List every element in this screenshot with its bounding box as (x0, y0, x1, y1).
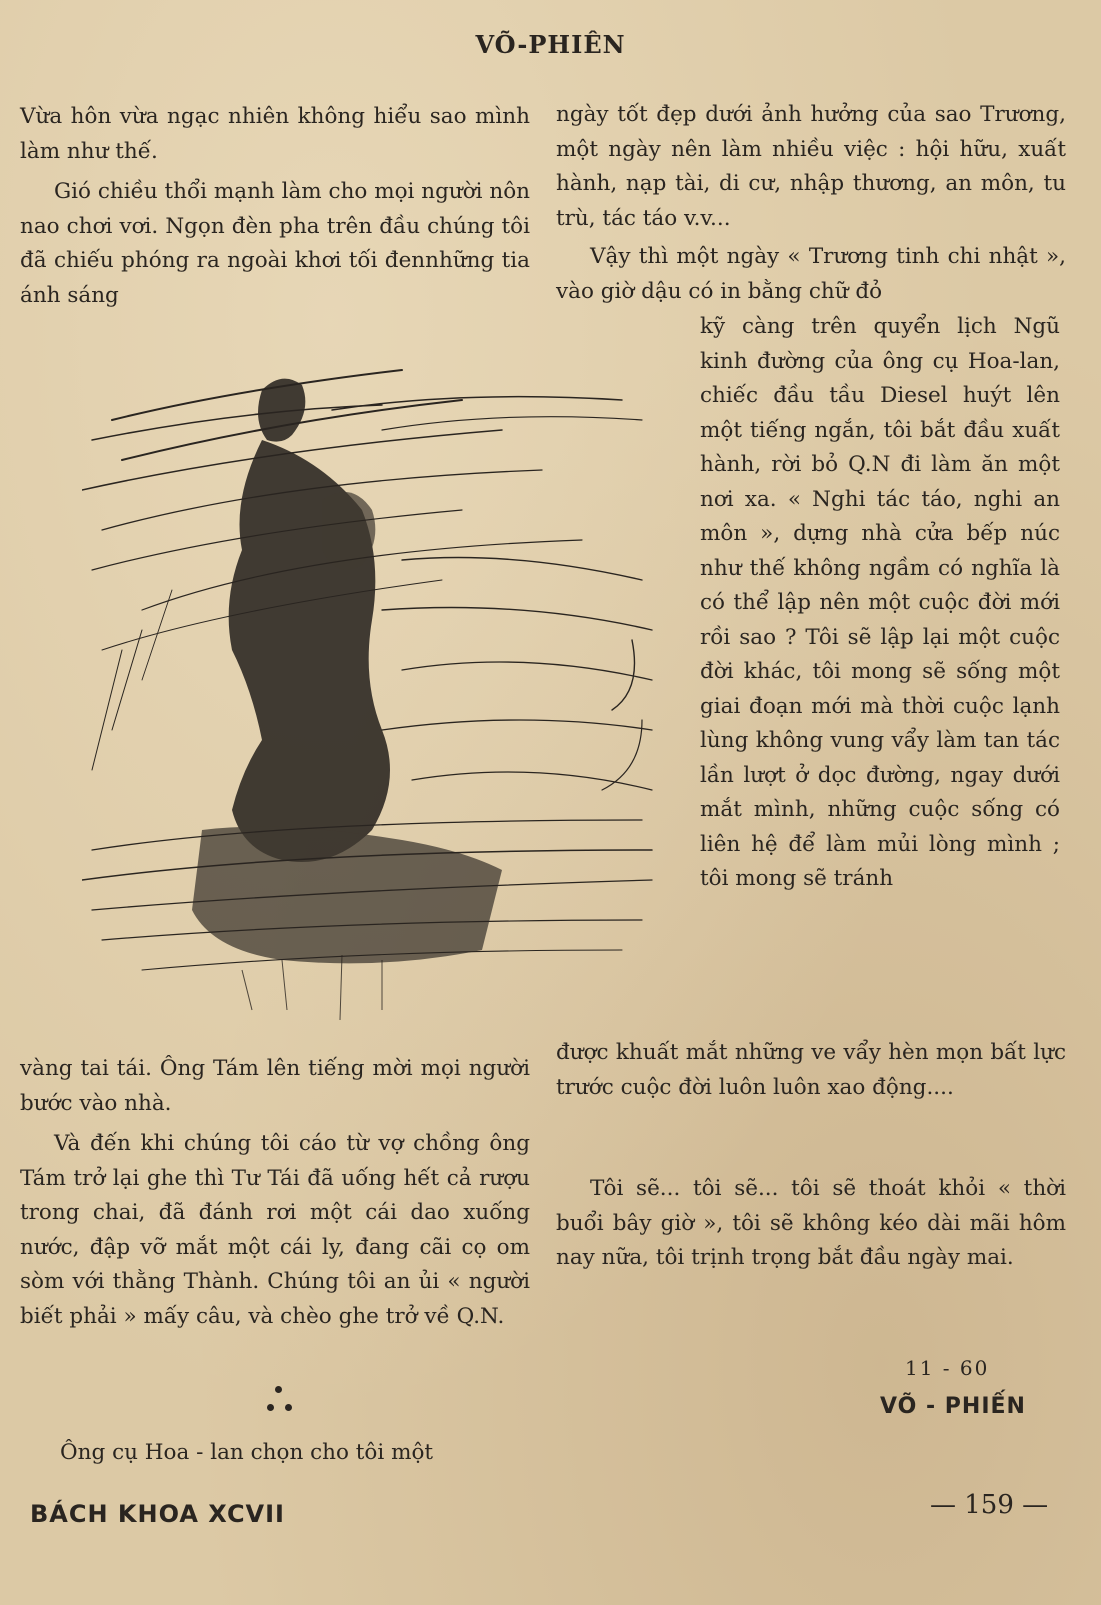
running-header: VÕ-PHIÊN (475, 30, 626, 59)
paragraph-last-left: Ông cụ Hoa - lan chọn cho tôi một (60, 1440, 434, 1465)
left-top-text (20, 100, 530, 313)
paragraph-right-lead: Vậy thì một ngày « Trương tinh chi nhật », vào giờ dậu có in bằng chữ đỏ (556, 244, 1066, 304)
paragraph-2: Gió chiều thổi mạnh làm cho mọi người nôn nao chơi vơi. Ngọn đèn pha trên đầu chúng tôi đã chiếu phóng ra ngoài khơi tối đennhững tia ánh sáng (20, 179, 530, 308)
left-mid-text (20, 1052, 530, 1334)
paragraph-right-continue: được khuất mắt những ve vẩy hèn mọn bất lực trước cuộc đời luôn luôn xao động.... (556, 1040, 1066, 1100)
date-line: 11 - 60 (905, 1356, 990, 1380)
publication-footer: BÁCH KHOA XCVII (30, 1500, 285, 1528)
ink-illustration (82, 350, 662, 1030)
paragraph-right-narrow: kỹ càng trên quyển lịch Ngũ kinh đường của ông cụ Hoa-lan, chiếc đầu tầu Diesel huýt lên một tiếng ngắn, tôi bắt đầu xuất hành, rời bỏ Q.N đi làm ăn một nơi xa. « Nghi tác táo, nghi an môn », dựng nhà cửa bếp núc như thế không ngầm có nghĩa là có thể lập nên một cuộc đời mới rồi sao ? Tôi sẽ lập lại một cuộc đời khác, tôi mong sẽ sống một giai đoạn mới mà thời cuộc lạnh lùng không vung vẩy làm tan tác lần lượt ở dọc đường, ngay dưới mắt mình, những cuộc sống có liên hệ để làm mủi lòng mình ; tôi mong sẽ tránh (700, 314, 1060, 891)
paragraph-1: Vừa hôn vừa ngạc nhiên không hiểu sao mình làm như thế. (20, 104, 530, 164)
paragraph-right-top: ngày tốt đẹp dưới ảnh hưởng của sao Trương, một ngày nên làm nhiều việc : hội hữu, xuất hành, nạp tài, di cư, nhập thương, an môn, tu trù, tác táo v.v... (556, 102, 1066, 231)
author-signature: VÕ - PHIẾN (880, 1394, 1026, 1419)
section-break-dinkus (255, 1382, 315, 1418)
paragraph-return: Và đến khi chúng tôi cáo từ vợ chồng ông Tám trở lại ghe thì Tư Tái đã uống hết cả rượu trong chai, đã đánh rơi một cái dao xuống nước, đập vỡ mắt một cái ly, đang cãi cọ om sòm với thằng Thành. Chúng tôi an ủi « người biết phải » mấy câu, và chèo ghe trở về Q.N. (20, 1131, 530, 1329)
paragraph-continuation: vàng tai tái. Ông Tám lên tiếng mời mọi người bước vào nhà. (20, 1056, 530, 1116)
page-number: — 159 — (930, 1490, 1049, 1520)
paragraph-right-final: Tôi sẽ... tôi sẽ... tôi sẽ thoát khỏi « thời buổi bây giờ », tôi sẽ không kéo dài mãi hôm nay nữa, tôi trịnh trọng bắt đầu ngày mai. (556, 1176, 1066, 1270)
